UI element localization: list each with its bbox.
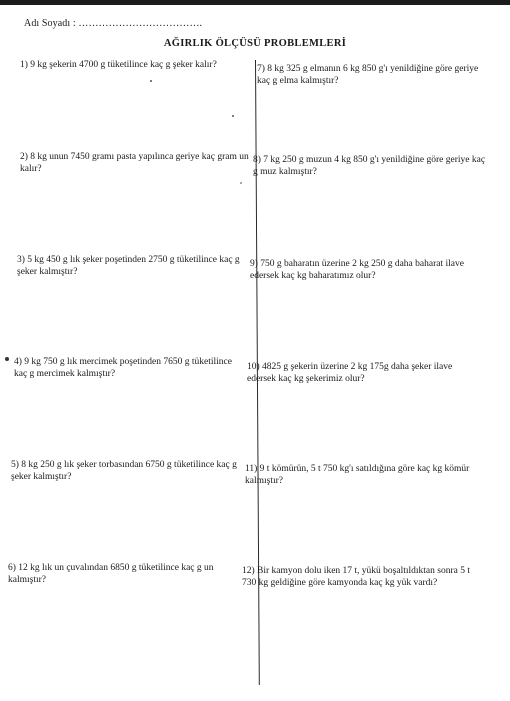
problem-3: 3) 5 kg 450 g lık şeker poşetinden 2750 g tüketilince kaç g şeker kalmıştır? xyxy=(17,255,240,277)
top-border xyxy=(0,0,510,5)
problem-5: 5) 8 kg 250 g lık şeker torbasından 6750 g tüketilince kaç g şeker kalmıştır? xyxy=(11,460,237,482)
scan-speck xyxy=(150,80,152,82)
student-name-field: Adı Soyadı : ………………………………. xyxy=(24,18,203,29)
problem-6: 6) 12 kg lık un çuvalından 6850 g tüketilince kaç g un kalmıştır? xyxy=(8,563,214,585)
problem-8: 8) 7 kg 250 g muzun 4 kg 850 g'ı yenildiğine göre geriye kaç g muz kalmıştır? xyxy=(253,155,486,177)
worksheet-title: AĞIRLIK ÖLÇÜSÜ PROBLEMLERİ xyxy=(163,38,347,49)
problem-2: 2) 8 kg unun 7450 gramı pasta yapılınca geriye kaç gram un kalır? xyxy=(20,152,249,174)
problem-7: 7) 8 kg 325 g elmanın 6 kg 850 g'ı yenildiğine göre geriye kaç g elma kalmıştır? xyxy=(257,64,479,86)
problem-12: 12) Bir kamyon dolu iken 17 t, yükü boşaltıldıktan sonra 5 t 730 kg geldiğine göre kamyonda kaç kg yük vardı? xyxy=(242,566,470,588)
problem-10: 10) 4825 g şekerin üzerine 2 kg 175g daha şeker ilave edersek kaç kg şekerimiz olur? xyxy=(247,362,453,384)
problem-11: 11) 9 t kömürün, 5 t 750 kg'ı satıldığına göre kaç kg kömür kalmıştır? xyxy=(245,464,470,486)
scan-speck xyxy=(232,115,234,117)
problem-4: 4) 9 kg 750 g lık mercimek poşetinden 7650 g tüketilince kaç g mercimek kalmıştır? xyxy=(14,357,232,379)
problem-9: 9) 750 g baharatın üzerine 2 kg 250 g daha baharat ilave edersek kaç kg baharatımız olur? xyxy=(250,259,464,281)
margin-dot xyxy=(5,357,9,361)
problem-1: 1) 9 kg şekerin 4700 g tüketilince kaç g şeker kalır? xyxy=(20,60,217,70)
scan-speck xyxy=(240,182,242,184)
